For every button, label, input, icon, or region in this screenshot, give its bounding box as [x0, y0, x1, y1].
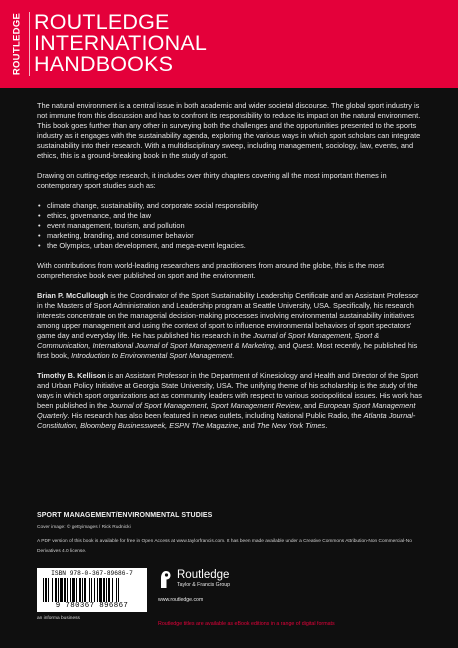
barcode-bar [91, 578, 92, 602]
series-title-line: INTERNATIONAL [34, 31, 208, 55]
author-bio-2: Timothy B. Kellison is an Assistant Professor in the Department of Kinesiology and Health and Director of the Sport and Urban Policy Initiative at Georgia State University, USA. The unifying theme of his scholarship is the study of the ways in which sport organizations act as community leaders with respect to various sociopolitical issues. His work has been published in the Journal of Sport Management, Sport Management Review, and European Sport Management Quarterly. His research has also been featured in news outlets, including National Public Radio, the Atlanta Journal-Constitution, Bloomberg Businessweek, ESPN The Magazine, and The New York Times. [37, 371, 422, 430]
barcode-bar [48, 578, 49, 602]
barcode-bar [55, 578, 57, 602]
barcode-bar [79, 578, 81, 602]
barcode-bar [82, 578, 83, 602]
barcode-bar [72, 578, 75, 602]
informa-tagline: an informa business [37, 616, 80, 621]
barcode-bar [97, 578, 98, 602]
series-title-line: HANDBOOKS [34, 52, 174, 76]
publisher-url[interactable]: www.routledge.com [158, 597, 204, 603]
open-access-note: A PDF version of this book is available for free in Open Access at www.taylorfrancis.com. It has been made available under a Creative Commons Attribution-Non Commercial-No Derivatives 4.0 license. [37, 539, 412, 554]
blurb-paragraph: With contributions from world-leading researchers and practitioners from around the globe, this is the most comprehensive book ever published on sport and the environment. [37, 261, 385, 280]
routledge-logo-icon [158, 569, 172, 589]
blurb-paragraph: Drawing on cutting-edge research, it includes over thirty chapters covering all the most important themes in contemporary sport studies such as: [37, 171, 387, 190]
subject-category: SPORT MANAGEMENT/ENVIRONMENTAL STUDIES [37, 512, 213, 519]
barcode-bar [112, 578, 113, 602]
series-banner [0, 0, 458, 88]
blurb-paragraph: The natural environment is a central issue in both academic and wider societal discourse. The global sport industry is not immune from this discussion and has to confront its responsibility to reduce its impact on the natural environment. This book goes further than any other in surveying both the challenges and the opportunities presented to the sports industry as it engages with the sustainability agenda, exploring the various ways in which sport scholars can integrate sustainability into their research. With a multidisciplinary sweep, including management, sociology, law, events, and ethics, this is a ground-breaking book in the study of sport. [37, 101, 421, 160]
cover-credit: Cover image: © gettyimages / Rick Rudnicki [37, 525, 131, 530]
barcode-number: 9 780367 896867 [55, 602, 129, 610]
barcode-bar [103, 578, 105, 602]
list-item: • event management, tourism, and pollution [37, 221, 425, 231]
isbn-label: ISBN 978-0-367-89686-7 [51, 570, 133, 577]
barcode-bar [108, 578, 110, 602]
series-title-line: ROUTLEDGE [34, 10, 170, 34]
barcode-bar [70, 578, 71, 602]
barcode-bar [67, 578, 68, 602]
barcode-bar [43, 578, 44, 602]
barcode-bar [76, 578, 77, 602]
barcode-bar [45, 578, 47, 602]
barcode-bar [118, 578, 119, 602]
barcode-bar [52, 578, 53, 602]
themes-list [37, 201, 425, 251]
ebook-availability-note: Routledge titles are available as eBook editions in a range of digital formats [158, 621, 335, 627]
barcode-bar [58, 578, 59, 602]
barcode-bar [60, 578, 63, 602]
list-item: • climate change, sustainability, and corporate social responsibility [37, 201, 425, 211]
logo-divider [29, 12, 30, 76]
publisher-group: Taylor & Francis Group [177, 582, 231, 588]
barcode-bar [116, 578, 117, 602]
barcode-graphic [43, 578, 141, 602]
barcode-bar [84, 578, 86, 602]
barcode-bar [94, 578, 95, 602]
back-cover-text [37, 101, 425, 441]
isbn-barcode [37, 568, 147, 612]
list-item: • marketing, branding, and consumer behavior [37, 231, 425, 241]
barcode-bar [106, 578, 107, 602]
publisher-name: Routledge [177, 569, 230, 581]
author-bio-1: Brian P. McCullough is the Coordinator of the Sport Sustainability Leadership Certificate and an Assistant Professor in the Masters of Sport Administration and Leadership program at Seattle University, USA. Specifically, his research interests concentrate on the managerial decision-making processes involving environmental sustainability initiatives among upper management and using the context of sport to influence environmental behaviors of sport spectators' game day and everyday life. He has published his research in the Journal of Sport Management, Sport & Communication, International Journal of Sport Management & Marketing, and Quest. Most recently, he published his first book, Introduction to Environmental Sport Management. [37, 291, 419, 360]
barcode-bar [89, 578, 90, 602]
list-item: • the Olympics, urban development, and mega-event legacies. [37, 241, 425, 251]
barcode-bar [99, 578, 102, 602]
barcode-bar [64, 578, 66, 602]
routledge-vertical-logo: ROUTLEDGE [11, 12, 23, 76]
author-name: Brian P. McCullough [37, 291, 109, 300]
list-item: • ethics, governance, and the law [37, 211, 425, 221]
author-name: Timothy B. Kellison [37, 371, 106, 380]
publisher-block [158, 569, 278, 603]
series-title [34, 12, 207, 75]
